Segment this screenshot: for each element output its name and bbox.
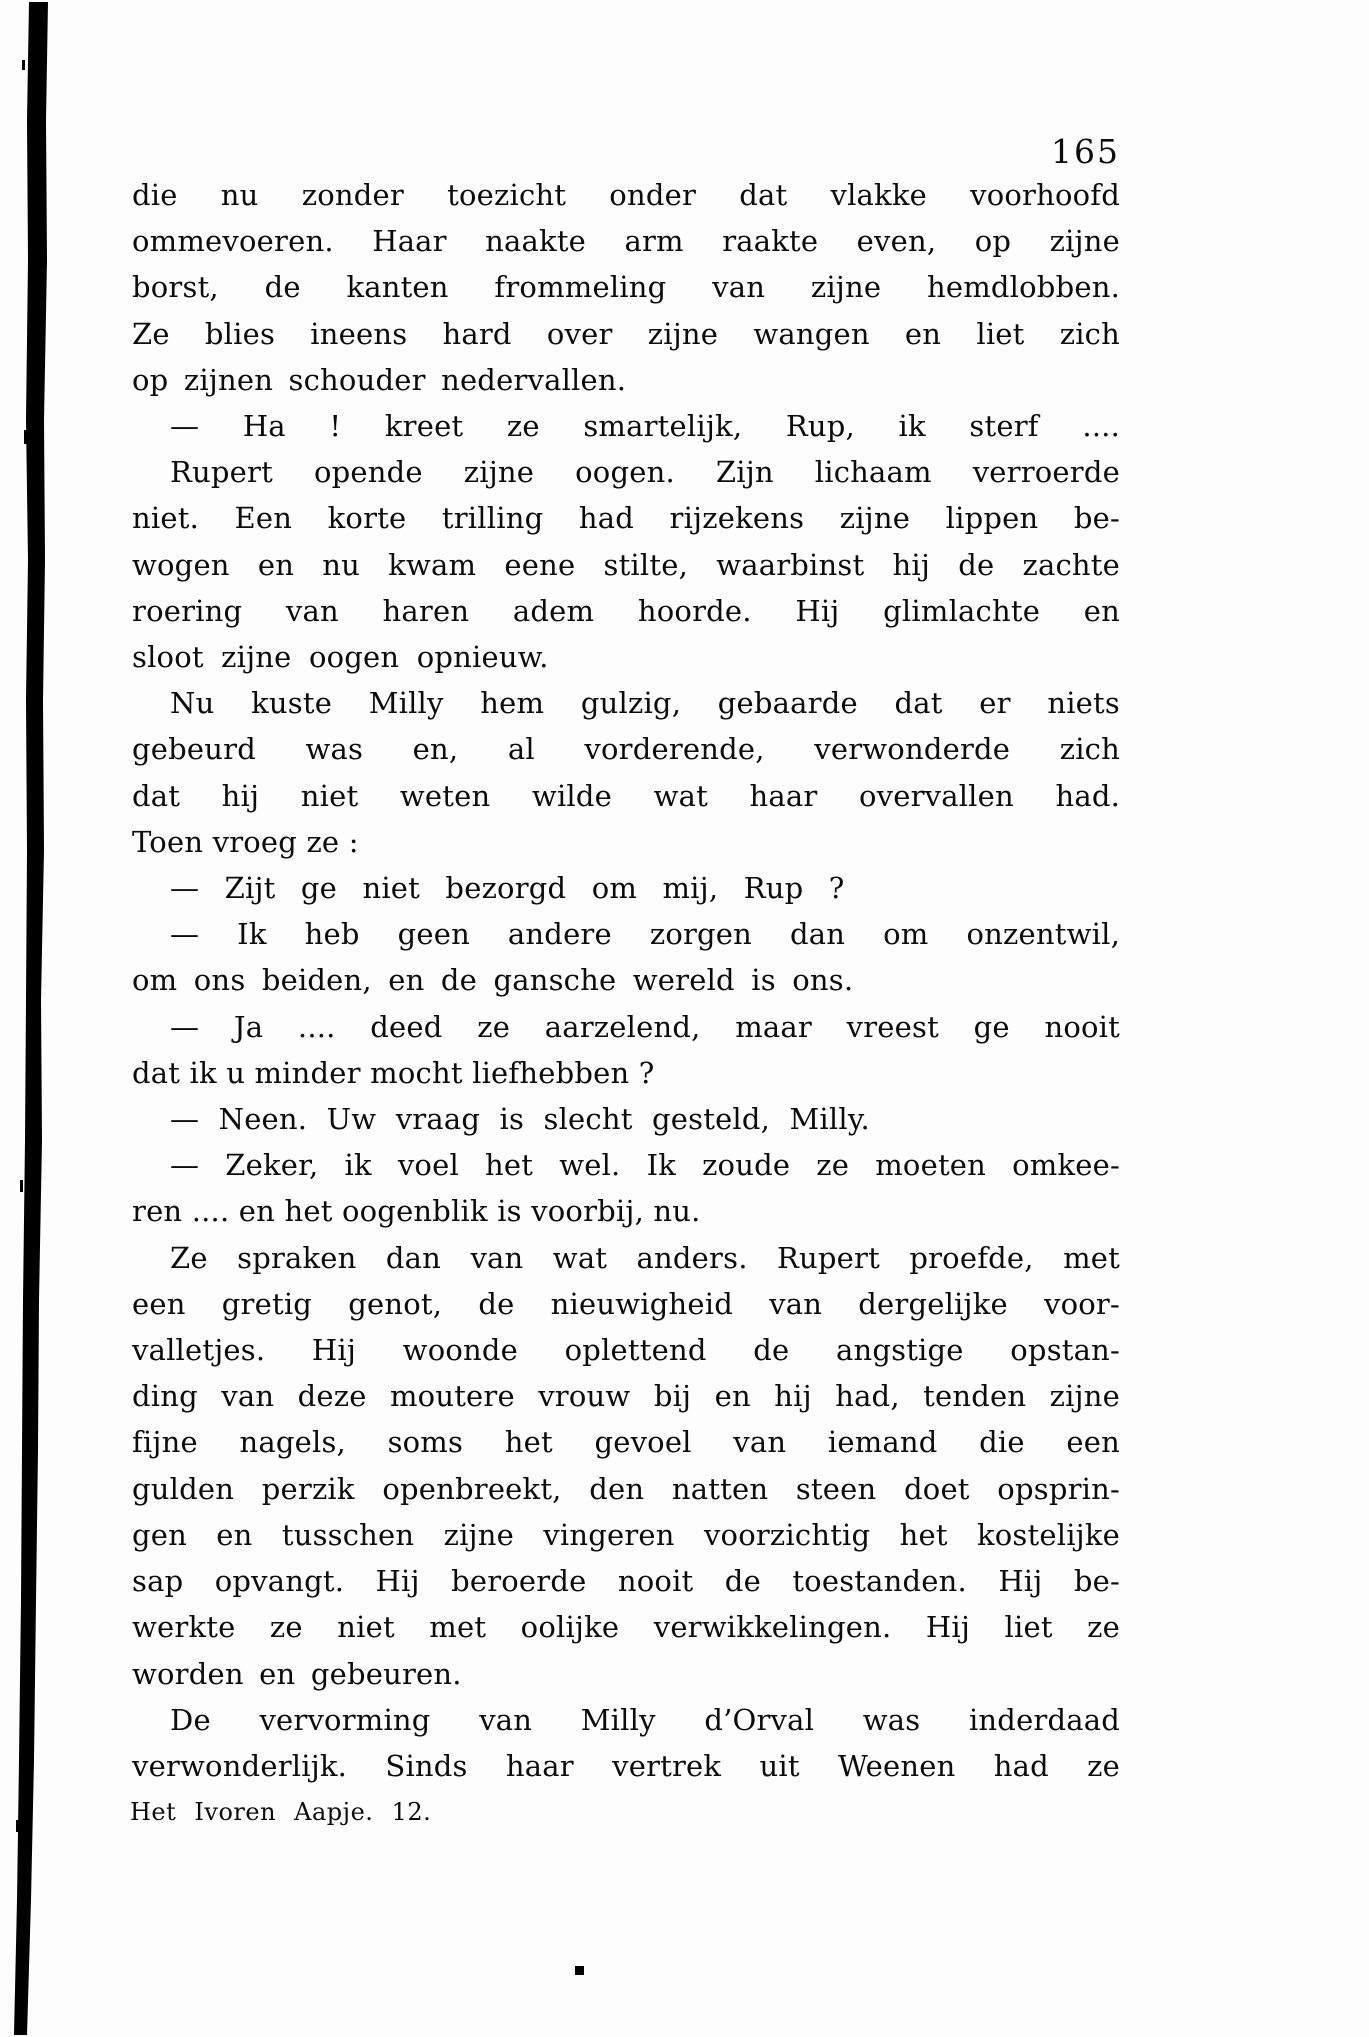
text-block: [132, 172, 1120, 1789]
text-line: — Zeker, ik voel het wel. Ik zoude ze moeten omkee-: [170, 1148, 1120, 1183]
text-line: — Ja .... deed ze aarzelend, maar vreest ge nooit: [170, 1009, 1120, 1044]
text-line: niet. Een korte trilling had rijzekens zijne lippen be-: [132, 501, 1120, 536]
text-line: Ze blies ineens hard over zijne wangen en liet zich: [132, 316, 1120, 351]
text-line: De vervorming van Milly d’Orval was inderdaad: [170, 1702, 1120, 1737]
page-number: 165: [1051, 132, 1120, 171]
text-line: dat hij niet weten wilde wat haar overvallen had.: [132, 778, 1120, 813]
text-line: — Ik heb geen andere zorgen dan om onzentwil,: [170, 917, 1120, 952]
text-line: valletjes. Hij woonde oplettend de angstige opstan-: [132, 1333, 1120, 1368]
ink-speck: [575, 1966, 584, 1975]
text-line: wogen en nu kwam eene stilte, waarbinst hij de zachte: [132, 547, 1120, 582]
text-line: ommevoeren. Haar naakte arm raakte even, op zijne: [132, 224, 1120, 259]
text-line: die nu zonder toezicht onder dat vlakke voorhoofd: [132, 178, 1120, 212]
text-line: sloot zijne oogen opnieuw.: [132, 640, 549, 675]
text-line: fijne nagels, soms het gevoel van iemand die een: [132, 1425, 1120, 1460]
text-line: dat ik u minder mocht liefhebben ?: [132, 1055, 655, 1090]
text-line: op zijnen schouder nedervallen.: [132, 362, 627, 397]
text-line: Ze spraken dan van wat anders. Rupert proefde, met: [170, 1240, 1120, 1275]
text-line: sap opvangt. Hij beroerde nooit de toestanden. Hij be-: [132, 1564, 1120, 1599]
scan-gutter-shadow: [0, 0, 60, 2037]
text-line: — Zijt ge niet bezorgd om mij, Rup ?: [170, 871, 845, 906]
text-line: roering van haren adem hoorde. Hij glimlachte en: [132, 593, 1120, 628]
text-line: borst, de kanten frommeling van zijne hemdlobben.: [132, 270, 1120, 305]
footer-signature-line: Het Ivoren Aapje. 12.: [130, 1798, 432, 1826]
text-line: een gretig genot, de nieuwigheid van dergelijke voor-: [132, 1286, 1120, 1321]
text-line: gulden perzik openbreekt, den natten steen doet opsprin-: [132, 1471, 1120, 1506]
text-line: verwonderlijk. Sinds haar vertrek uit Weenen had ze: [132, 1748, 1120, 1783]
text-line: ren .... en het oogenblik is voorbij, nu.: [132, 1194, 701, 1229]
text-line: gen en tusschen zijne vingeren voorzichtig het kostelijke: [132, 1517, 1120, 1552]
text-line: gebeurd was en, al vorderende, verwonderde zich: [132, 732, 1120, 767]
text-line: — Ha ! kreet ze smartelijk, Rup, ik sterf ....: [170, 409, 1120, 444]
text-line: — Neen. Uw vraag is slecht gesteld, Milly.: [170, 1102, 870, 1137]
text-line: Nu kuste Milly hem gulzig, gebaarde dat er niets: [170, 686, 1120, 721]
text-line: Toen vroeg ze :: [132, 824, 359, 859]
text-line: Rupert opende zijne oogen. Zijn lichaam verroerde: [170, 455, 1120, 490]
text-line: worden en gebeuren.: [132, 1656, 462, 1691]
text-line: ding van deze moutere vrouw bij en hij had, tenden zijne: [132, 1379, 1120, 1414]
text-line: om ons beiden, en de gansche wereld is ons.: [132, 963, 854, 998]
text-line: werkte ze niet met oolijke verwikkelingen. Hij liet ze: [132, 1610, 1120, 1645]
